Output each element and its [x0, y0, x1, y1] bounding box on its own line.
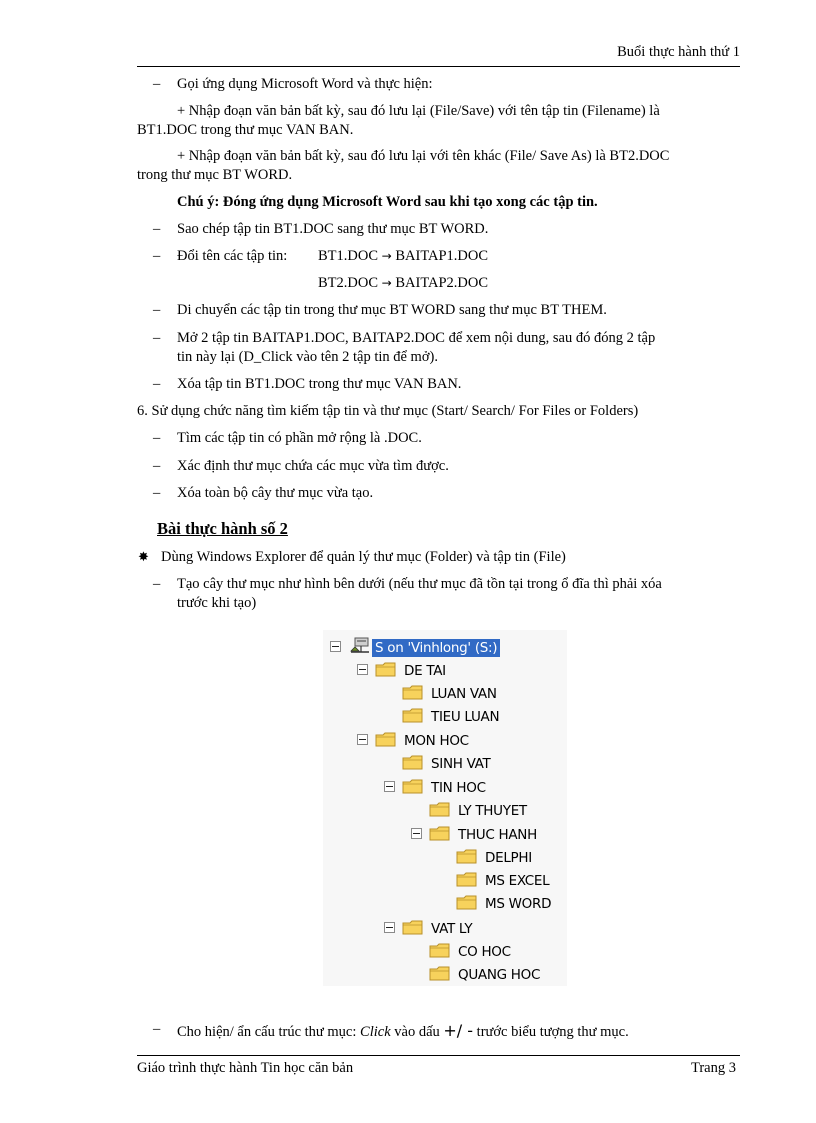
dash: – [153, 221, 161, 237]
collapse-box-icon[interactable] [384, 922, 395, 933]
note-line: Chú ý: Đóng ứng dụng Microsoft Word sau khi tạo xong các tập tin. [177, 194, 598, 210]
folder-icon [429, 801, 451, 818]
rename-1 [318, 248, 488, 265]
dash: – [153, 430, 161, 446]
folder-icon [402, 778, 424, 795]
tree-item-delphi[interactable]: DELPHI [485, 850, 532, 866]
dash: – [153, 330, 161, 346]
tree-item-ms-word[interactable]: MS WORD [485, 896, 552, 912]
tree-item-ly-thuyet[interactable]: LY THUYET [458, 803, 527, 819]
collapse-box-icon[interactable] [384, 781, 395, 792]
folder-icon [402, 707, 424, 724]
tree-item-quang-hoc[interactable]: QUANG HOC [458, 967, 541, 983]
rename-1-to: BAITAP1.DOC [395, 248, 489, 264]
arrow-icon: → [381, 276, 392, 290]
tree-item-thuc-hanh[interactable]: THUC HANH [458, 827, 537, 843]
folder-tree-image [323, 630, 567, 986]
line-move: Di chuyển các tập tin trong thư mục BT WORD sang thư mục BT THEM. [177, 302, 607, 318]
line-save-2b: trong thư mục BT WORD. [137, 167, 293, 183]
line-open-a: Mở 2 tập tin BAITAP1.DOC, BAITAP2.DOC để xem nội dung, sau đó đóng 2 tập [177, 330, 656, 346]
line-copy: Sao chép tập tin BT1.DOC sang thư mục BT WORD. [177, 221, 489, 237]
tree-item-tin-hoc[interactable]: TIN HOC [431, 780, 486, 796]
tree-root-label[interactable]: S on 'Vinhlong' (S:) [372, 639, 500, 657]
tree-item-ms-excel[interactable]: MS EXCEL [485, 873, 550, 889]
folder-icon [429, 965, 451, 982]
line-find-2: Xác định thư mục chứa các mục vừa tìm được. [177, 458, 449, 474]
line-toggle [177, 1021, 629, 1041]
plus-minus-signs: +/ - [443, 1021, 474, 1040]
rename-label: Đổi tên các tập tin: [177, 248, 288, 264]
tree-item-luan-van[interactable]: LUAN VAN [431, 686, 497, 702]
line-open-word: Gọi ứng dụng Microsoft Word và thực hiện: [177, 76, 433, 92]
folder-icon [456, 894, 478, 911]
dash: – [153, 76, 161, 92]
collapse-box-icon[interactable] [357, 734, 368, 745]
dash: – [153, 485, 161, 501]
network-drive-icon [349, 637, 371, 654]
dash: – [153, 1021, 161, 1037]
line-open-b: tin này lại (D_Click vào tên 2 tập tin để mở). [177, 349, 438, 365]
line-delete: Xóa tập tin BT1.DOC trong thư mục VAN BAN. [177, 376, 462, 392]
folder-icon [375, 661, 397, 678]
rename-2 [318, 275, 488, 292]
line-explorer: Dùng Windows Explorer để quản lý thư mục (Folder) và tập tin (File) [161, 549, 566, 565]
line-create-a: Tạo cây thư mục như hình bên dưới (nếu thư mục đã tồn tại trong ổ đĩa thì phải xóa [177, 576, 662, 592]
toggle-click: Click [360, 1024, 391, 1040]
tree-item-mon-hoc[interactable]: MON HOC [404, 733, 469, 749]
line-save-1a: + Nhập đoạn văn bản bất kỳ, sau đó lưu lại (File/Save) với tên tập tin (Filename) là [177, 103, 660, 119]
tree-item-vat-ly[interactable]: VAT LY [431, 921, 473, 937]
folder-icon [456, 848, 478, 865]
tree-item-sinh-vat[interactable]: SINH VAT [431, 756, 491, 772]
line-save-1b: BT1.DOC trong thư mục VAN BAN. [137, 122, 354, 138]
line-find-3: Xóa toàn bộ cây thư mục vừa tạo. [177, 485, 374, 501]
rename-2-to: BAITAP2.DOC [395, 275, 489, 291]
line-find-1: Tìm các tập tin có phần mở rộng là .DOC. [177, 430, 422, 446]
folder-icon [456, 871, 478, 888]
toggle-mid: vào dấu [390, 1024, 444, 1040]
folder-icon [402, 919, 424, 936]
dash: – [153, 302, 161, 318]
folder-icon [402, 754, 424, 771]
folder-icon [375, 731, 397, 748]
item-6: 6. Sử dụng chức năng tìm kiếm tập tin và thư mục (Start/ Search/ For Files or Folders) [137, 403, 639, 419]
rename-1-from: BT1.DOC [318, 248, 379, 264]
dash: – [153, 376, 161, 392]
dash: – [153, 458, 161, 474]
footer-page-number: Trang 3 [691, 1060, 736, 1076]
arrow-icon: → [381, 249, 392, 263]
collapse-box-icon[interactable] [411, 828, 422, 839]
star-bullet-icon: ✸ [138, 550, 149, 565]
collapse-box-icon[interactable] [357, 664, 368, 675]
tree-item-de-tai[interactable]: DE TAI [404, 663, 446, 679]
dash: – [153, 576, 161, 592]
footer-left: Giáo trình thực hành Tin học căn bản [137, 1060, 354, 1076]
toggle-post: trước biểu tượng thư mục. [473, 1024, 629, 1040]
line-create-b: trước khi tạo) [177, 595, 257, 611]
rename-2-from: BT2.DOC [318, 275, 379, 291]
dash: – [153, 248, 161, 264]
collapse-box-icon[interactable] [330, 641, 341, 652]
folder-icon [402, 684, 424, 701]
section-title: Bài thực hành số 2 [157, 519, 288, 538]
folder-icon [429, 942, 451, 959]
tree-item-tieu-luan[interactable]: TIEU LUAN [431, 709, 500, 725]
toggle-pre: Cho hiện/ ẩn cấu trúc thư mục: [177, 1024, 361, 1040]
line-save-2a: + Nhập đoạn văn bản bất kỳ, sau đó lưu lại với tên khác (File/ Save As) là BT2.DOC [177, 148, 670, 164]
page-header: Buổi thực hành thứ 1 [617, 44, 740, 60]
folder-icon [429, 825, 451, 842]
header-rule [137, 66, 740, 67]
tree-item-co-hoc[interactable]: CO HOC [458, 944, 511, 960]
footer-rule [137, 1055, 740, 1056]
